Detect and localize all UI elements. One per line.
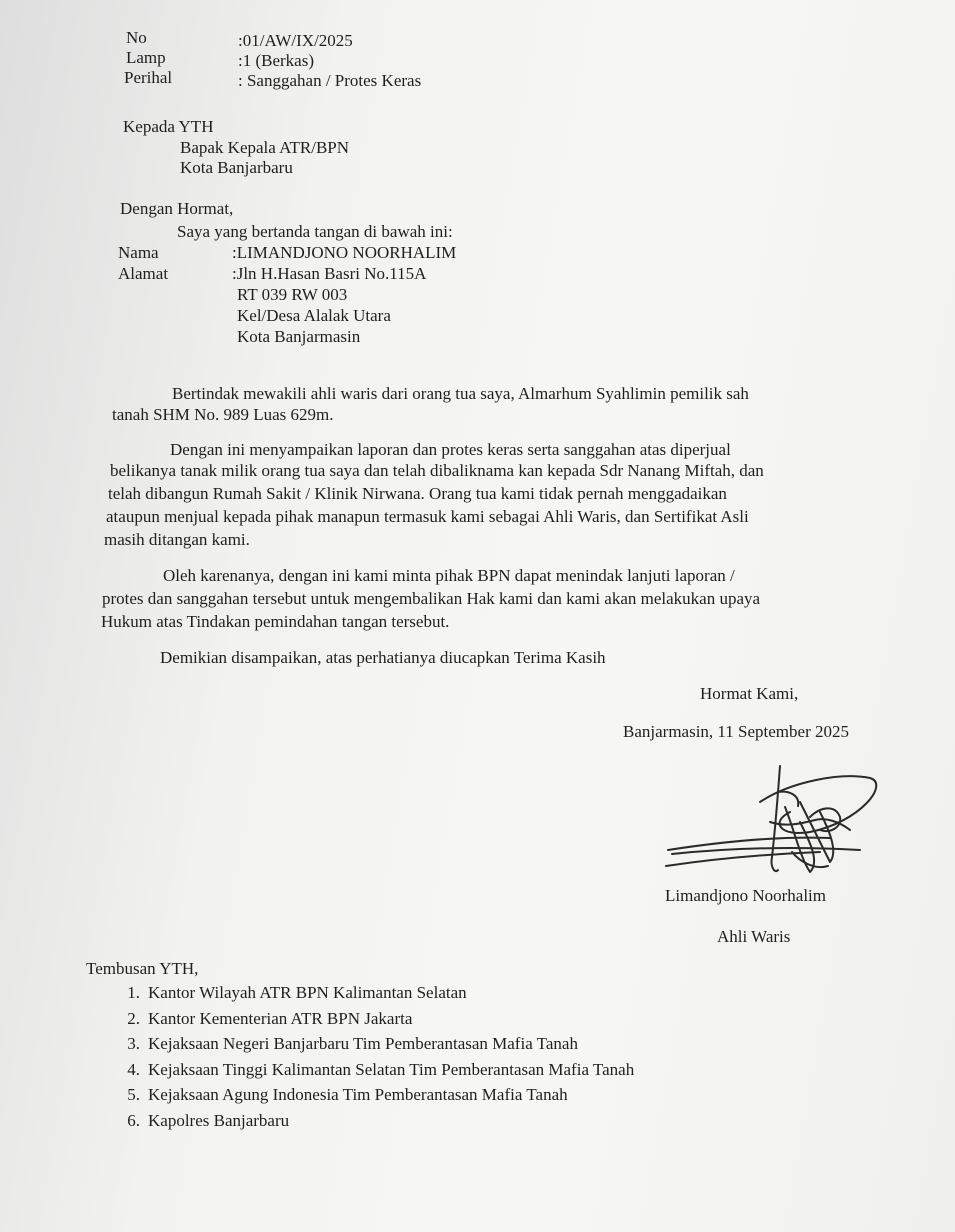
- cc-item-text: Kejaksaan Tinggi Kalimantan Selatan Tim Pemberantasan Mafia Tanah: [148, 1059, 635, 1079]
- cc-item-number: 4.: [127, 1059, 140, 1079]
- paragraph-3-first-line: Oleh karenanya, dengan ini kami minta pihak BPN dapat menindak lanjuti laporan /: [163, 566, 735, 585]
- handwritten-signature: [660, 762, 885, 882]
- cc-heading: Tembusan YTH,: [86, 959, 199, 978]
- paragraph-1-line: tanah SHM No. 989 Luas 629m.: [112, 405, 334, 424]
- cc-item: [108, 980, 634, 1006]
- alamat-label: Alamat: [118, 264, 169, 283]
- cc-item-text: Kejaksaan Agung Indonesia Tim Pemberantasan Mafia Tanah: [148, 1085, 568, 1104]
- cc-item-number: 2.: [127, 1008, 140, 1028]
- signer-role: Ahli Waris: [717, 927, 791, 946]
- alamat-line: RT 039 RW 003: [237, 285, 348, 304]
- cc-item-text: Kapolres Banjarbaru: [148, 1110, 290, 1130]
- place-date: Banjarmasin, 11 September 2025: [623, 722, 849, 741]
- cc-item-text: Kantor Kementerian ATR BPN Jakarta: [148, 1008, 413, 1028]
- perihal-value: : Sanggahan / Protes Keras: [238, 71, 422, 90]
- cc-item: [108, 1108, 634, 1134]
- perihal-label: Perihal: [124, 68, 173, 87]
- nama-label: Nama: [118, 243, 159, 262]
- closing-line: Demikian disampaikan, atas perhatianya diucapkan Terima Kasih: [160, 648, 606, 667]
- recipient-name: Bapak Kepala ATR/BPN: [180, 138, 350, 157]
- paragraph-2-line: masih ditangan kami.: [104, 530, 250, 549]
- cc-item: [108, 1057, 634, 1083]
- paragraph-2-first-line: Dengan ini menyampaikan laporan dan protes keras serta sanggahan atas diperjual: [170, 440, 731, 459]
- paragraph-3-line: protes dan sanggahan tersebut untuk mengembalikan Hak kami dan kami akan melakukan upaya: [102, 589, 761, 608]
- lamp-label: Lamp: [126, 48, 166, 67]
- cc-item-text: Kejaksaan Negeri Banjarbaru Tim Pemberantasan Mafia Tanah: [148, 1034, 578, 1053]
- paragraph-2-line: telah dibangun Rumah Sakit / Klinik Nirwana. Orang tua kami tidak pernah menggadaikan: [108, 484, 727, 503]
- alamat-line: Kel/Desa Alalak Utara: [237, 306, 391, 325]
- paragraph-3-line: Hukum atas Tindakan pemindahan tangan tersebut.: [101, 612, 450, 631]
- cc-item: [108, 1006, 634, 1032]
- cc-item-number: 1.: [127, 983, 140, 1002]
- no-label: No: [126, 28, 147, 47]
- cc-item-number: 3.: [127, 1034, 140, 1053]
- salutation: Hormat Kami,: [700, 684, 799, 703]
- signer-name: Limandjono Noorhalim: [665, 886, 827, 905]
- recipient-city: Kota Banjarbaru: [180, 158, 293, 177]
- no-value: :01/AW/IX/2025: [238, 31, 353, 50]
- cc-list: [108, 980, 634, 1133]
- intro-line: Saya yang bertanda tangan di bawah ini:: [177, 222, 453, 241]
- paragraph-1-first-line: Bertindak mewakili ahli waris dari orang tua saya, Almarhum Syahlimin pemilik sah: [172, 384, 749, 403]
- greeting: Dengan Hormat,: [120, 199, 234, 218]
- alamat-line: Kota Banjarmasin: [237, 327, 361, 346]
- cc-item: [108, 1031, 634, 1057]
- cc-item-text: Kantor Wilayah ATR BPN Kalimantan Selatan: [148, 983, 467, 1002]
- recipient-kepada: Kepada YTH: [123, 117, 214, 136]
- cc-item-number: 5.: [127, 1085, 140, 1104]
- nama-value: :LIMANDJONO NOORHALIM: [232, 243, 457, 262]
- paragraph-2-line: ataupun menjual kepada pihak manapun termasuk kami sebagai Ahli Waris, dan Sertifikat Asli: [106, 507, 749, 526]
- paragraph-2-line: belikanya tanak milik orang tua saya dan telah dibaliknama kan kepada Sdr Nanang Miftah, dan: [110, 461, 764, 480]
- alamat-line: :Jln H.Hasan Basri No.115A: [232, 264, 427, 283]
- lamp-value: :1 (Berkas): [238, 51, 315, 70]
- cc-item-number: 6.: [127, 1110, 140, 1130]
- cc-item: [108, 1082, 634, 1108]
